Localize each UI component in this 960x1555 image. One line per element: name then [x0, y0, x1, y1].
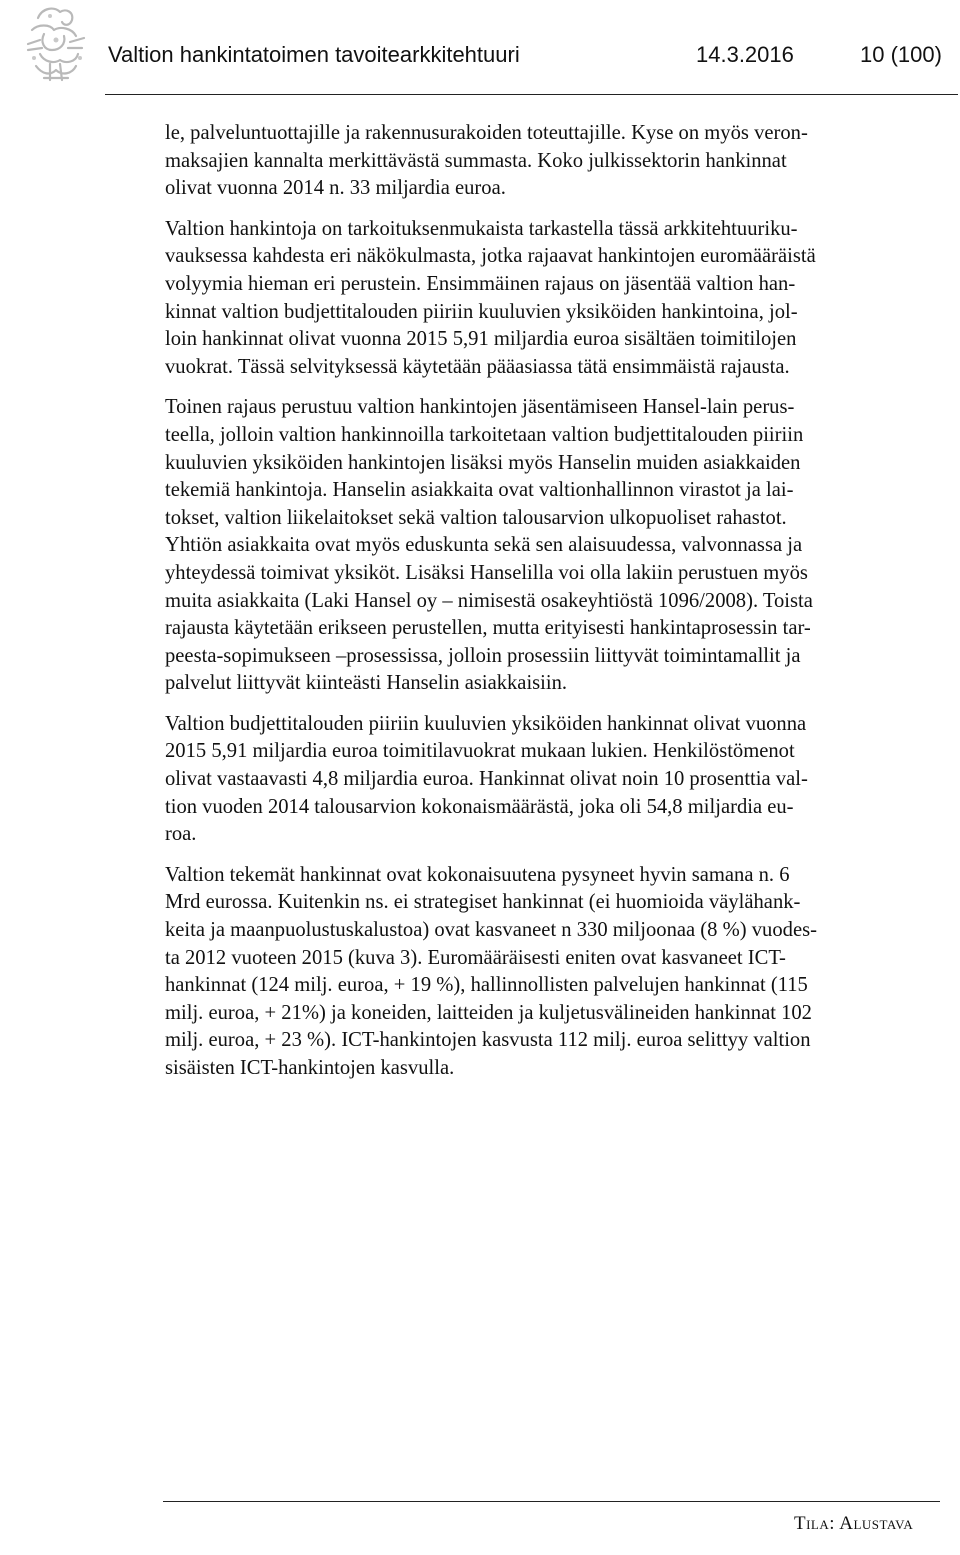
text-line: Valtion hankintoja on tarkoituksenmukaista tarkastella tässä arkkitehtuuriku-	[165, 217, 798, 240]
document-body	[165, 120, 940, 1096]
document-date: 14.3.2016	[696, 42, 794, 67]
page-header	[0, 0, 960, 96]
text-line: rajausta käytetään erikseen perustellen, mutta erityisesti hankintaprosessin tar-	[165, 617, 811, 640]
text-line: teella, jolloin valtion hankinnoilla tarkoitetaan valtion budjettitalouden piiriin	[165, 423, 804, 446]
text-line: milj. euroa, + 21%) ja koneiden, laitteiden ja kuljetusvälineiden hankinnat 102	[165, 1001, 812, 1024]
text-line: vauksessa kahdesta eri näkökulmasta, jotka rajaavat hankintojen euromääräistä	[165, 245, 816, 268]
paragraph-4	[165, 711, 940, 849]
finnish-coat-of-arms-lion-icon	[20, 4, 90, 84]
text-line: olivat vastaavasti 4,8 miljardia euroa. Hankinnat olivat noin 10 prosenttia val-	[165, 768, 808, 791]
document-status: Tila: Alustava	[794, 1513, 914, 1534]
text-line: tokset, valtion liikelaitokset sekä valtion talousarvion ulkopuoliset rahastot.	[165, 506, 787, 529]
text-line: le, palveluntuottajille ja rakennusurakoiden toteuttajille. Kyse on myös veron-	[165, 122, 808, 144]
text-line: maksajien kannalta merkittävästä summasta. Koko julkissektorin hankinnat	[165, 149, 787, 172]
text-line: sisäisten ICT-hankintojen kasvulla.	[165, 1057, 455, 1079]
text-line: Valtion tekemät hankinnat ovat kokonaisuutena pysyneet hyvin samana n. 6	[165, 863, 790, 886]
text-line: roa.	[165, 823, 197, 846]
text-line: kuuluvien yksiköiden hankintojen lisäksi myös Hanselin muiden asiakkaiden	[165, 451, 801, 474]
text-line: Yhtiön asiakkaita ovat myös eduskunta sekä sen alaisuudessa, valvonnassa ja	[165, 534, 803, 557]
text-line: 2015 5,91 miljardia euroa toimitilavuokrat mukaan lukien. Henkilöstömenot	[165, 740, 795, 763]
text-line: keita ja maanpuolustuskalustoa) ovat kasvaneet n 330 miljoonaa (8 %) vuodes-	[165, 919, 817, 942]
text-line: Mrd eurossa. Kuitenkin ns. ei strategiset hankinnat (ei huomioida väylähank-	[165, 891, 801, 914]
paragraph-3	[165, 394, 940, 698]
text-line: Toinen rajaus perustuu valtion hankintojen jäsentämiseen Hansel-lain perus-	[165, 396, 795, 419]
text-line: vuokrat. Tässä selvityksessä käytetään pääasiassa tätä ensimmäistä rajausta.	[165, 355, 790, 378]
text-line: palvelut liittyvät kiinteästi Hanselin asiakkaisiin.	[165, 672, 568, 695]
text-line: Valtion budjettitalouden piiriin kuuluvien yksiköiden hankinnat olivat vuonna	[165, 712, 807, 735]
paragraph-1	[165, 120, 940, 203]
document-title: Valtion hankintatoimen tavoitearkkitehtuuri	[108, 42, 520, 67]
text-line: peesta-sopimukseen –prosessissa, jolloin prosessiin liittyvät toimintamallit ja	[165, 644, 801, 667]
text-line: hankinnat (124 milj. euroa, + 19 %), hallinnollisten palvelujen hankinnat (115	[165, 974, 808, 997]
header-divider	[105, 94, 958, 95]
text-line: tion vuoden 2014 talousarvion kokonaismäärästä, joka oli 54,8 miljardia eu-	[165, 795, 794, 818]
text-line: milj. euroa, + 23 %). ICT-hankintojen kasvusta 112 milj. euroa selittyy valtion	[165, 1029, 811, 1052]
text-line: muita asiakkaita (Laki Hansel oy – nimisestä osakeyhtiöstä 1096/2008). Toista	[165, 589, 813, 612]
text-line: yhteydessä toimivat yksiköt. Lisäksi Hanselilla voi olla lakiin perustuen myös	[165, 561, 808, 584]
text-line: loin hankinnat olivat vuonna 2015 5,91 miljardia euroa sisältäen toimitilojen	[165, 328, 797, 351]
text-line: olivat vuonna 2014 n. 33 miljardia euroa.	[165, 177, 506, 200]
text-line: volyymia hieman eri perustein. Ensimmäinen rajaus on jäsentää valtion han-	[165, 272, 796, 295]
footer-divider	[163, 1501, 940, 1502]
page-number: 10 (100)	[860, 42, 942, 67]
text-line: tekemiä hankintoja. Hanselin asiakkaita ovat valtionhallinnon virastot ja lai-	[165, 479, 794, 502]
paragraph-2	[165, 216, 940, 382]
text-line: ta 2012 vuoteen 2015 (kuva 3). Euromääräisesti eniten ovat kasvaneet ICT-	[165, 946, 786, 969]
paragraph-5	[165, 862, 940, 1083]
text-line: kinnat valtion budjettitalouden piiriin kuuluvien yksiköiden hankintoina, jol-	[165, 300, 798, 323]
